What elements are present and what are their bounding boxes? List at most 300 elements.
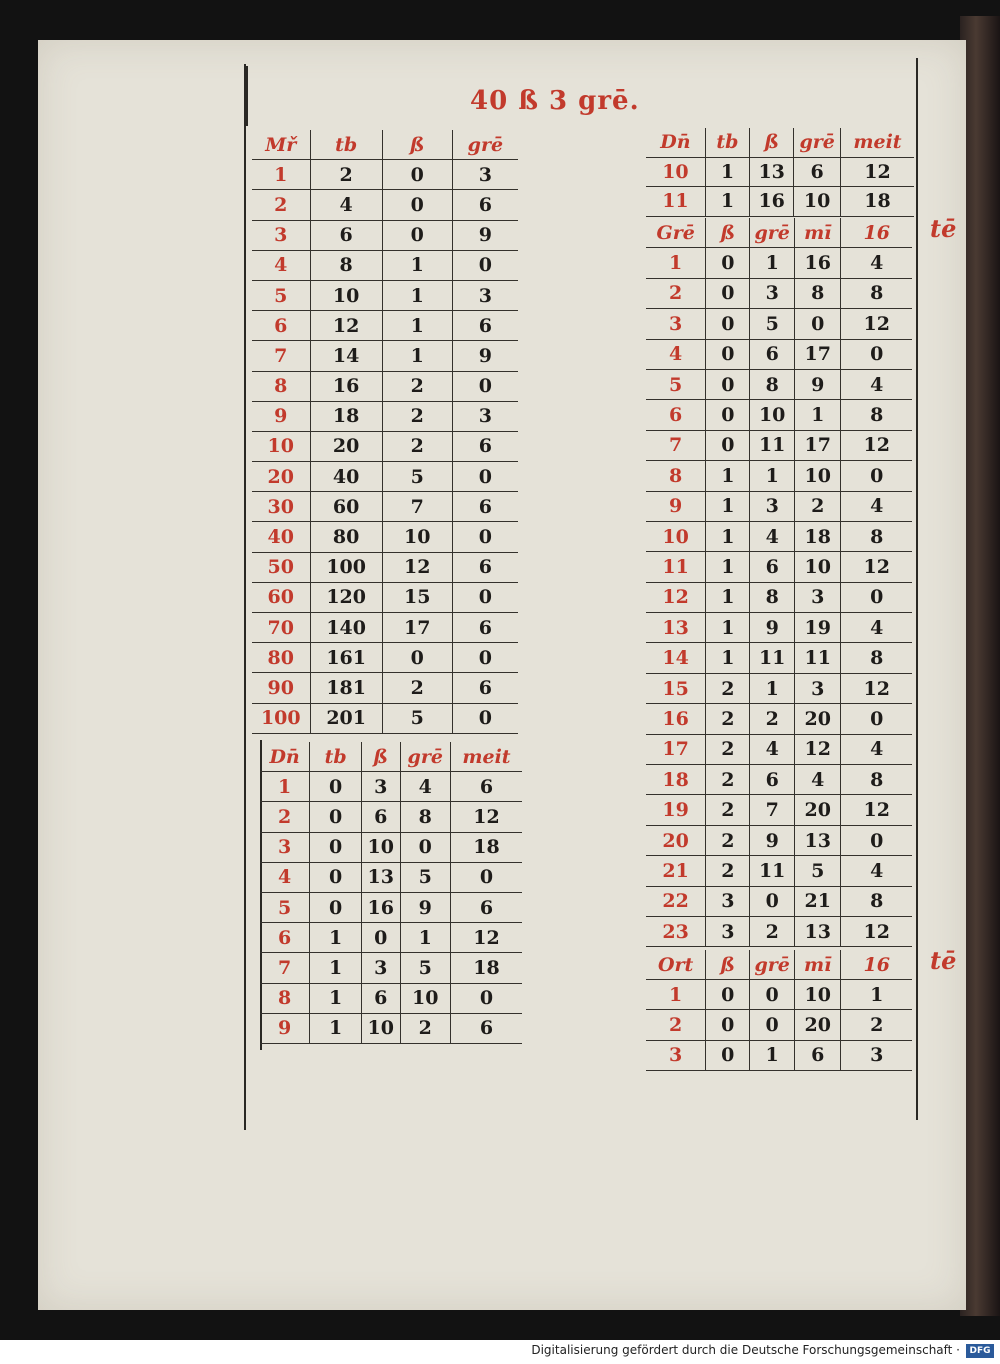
table-cell: 6	[452, 613, 518, 643]
table-row	[252, 703, 518, 733]
table-cell: 0	[706, 309, 750, 339]
table-cell: 3	[452, 401, 518, 431]
table-row	[646, 187, 914, 217]
table-cell: 11	[646, 187, 705, 217]
table-cell: 3	[795, 582, 841, 612]
table-cell: 14	[310, 341, 382, 371]
table-cell: 8	[750, 369, 795, 399]
table-cell: 3	[795, 673, 841, 703]
header-cell: meit	[840, 128, 914, 157]
header-cell: meit	[450, 742, 522, 772]
table-cell: 1	[750, 673, 795, 703]
header-cell: grē	[750, 950, 795, 980]
table-pounds	[252, 130, 518, 734]
table-cell: 8	[795, 278, 841, 308]
table-cell: 18	[646, 765, 706, 795]
table-cell: 12	[841, 916, 912, 946]
table-cell: 12	[841, 552, 912, 582]
table-cell: 40	[252, 522, 310, 552]
table-cell: 0	[452, 703, 518, 733]
table-cell: 21	[646, 856, 706, 886]
table-row	[252, 582, 518, 612]
header-cell: mī	[795, 218, 841, 248]
table-cell: 2	[706, 795, 750, 825]
table-cell: 1	[646, 980, 706, 1010]
table-cell: 0	[706, 339, 750, 369]
header-cell: ß	[750, 128, 794, 157]
table-cell: 2	[382, 673, 452, 703]
table-cell: 1	[795, 400, 841, 430]
table-cell: 2	[646, 278, 706, 308]
table-row	[646, 309, 912, 339]
table-cell: 20	[310, 431, 382, 461]
table-cell: 11	[750, 643, 795, 673]
table-cell: 20	[795, 1010, 841, 1040]
table-row	[646, 734, 912, 764]
table-cell: 1	[382, 280, 452, 310]
table-cell: 1	[310, 923, 362, 953]
table-cell: 12	[382, 552, 452, 582]
header-cell: grē	[794, 128, 841, 157]
table-cell: 1	[706, 521, 750, 551]
table-cell: 1	[706, 613, 750, 643]
table-cell: 10	[382, 522, 452, 552]
table-cell: 6	[452, 552, 518, 582]
table-cell: 4	[750, 734, 795, 764]
table-cell: 1	[705, 157, 749, 187]
table-cell: 9	[252, 401, 310, 431]
table-cell: 5	[382, 703, 452, 733]
table-cell: 6	[646, 400, 706, 430]
table-cell: 0	[452, 250, 518, 280]
table-row	[646, 613, 912, 643]
table-cell: 10	[400, 983, 450, 1013]
table-cell: 0	[841, 704, 912, 734]
table-row	[252, 250, 518, 280]
table-cell: 6	[750, 765, 795, 795]
table-cell: 20	[795, 704, 841, 734]
header-row	[646, 950, 912, 980]
table-ort	[646, 950, 912, 1071]
table-row	[646, 552, 912, 582]
table-cell: 7	[646, 430, 706, 460]
table-cell: 2	[706, 765, 750, 795]
table-cell: 0	[750, 886, 795, 916]
table-cell: 6	[794, 157, 841, 187]
table-cell: 0	[382, 220, 452, 250]
table-cell: 4	[252, 250, 310, 280]
table-cell: 13	[646, 613, 706, 643]
right-rule	[916, 58, 918, 1120]
header-cell: Mř	[252, 130, 310, 160]
table-cell: 4	[841, 491, 912, 521]
table-cell: 8	[252, 371, 310, 401]
table-row	[260, 923, 522, 953]
table-cell: 2	[706, 704, 750, 734]
table-row	[252, 492, 518, 522]
table-cell: 181	[310, 673, 382, 703]
table-cell: 9	[452, 341, 518, 371]
table-cell: 16	[362, 892, 401, 922]
table-cell: 3	[706, 916, 750, 946]
table-cell: 1	[382, 311, 452, 341]
table-groschen	[646, 218, 912, 947]
table-cell: 12	[840, 157, 914, 187]
table-cell: 3	[646, 309, 706, 339]
table-cell: 10	[750, 400, 795, 430]
table-row	[260, 832, 522, 862]
header-cell: Dn̄	[646, 128, 705, 157]
table-cell: 3	[452, 280, 518, 310]
table-row	[646, 1040, 912, 1070]
table-row	[646, 856, 912, 886]
table-cell: 19	[646, 795, 706, 825]
table-cell: 5	[795, 856, 841, 886]
top-rule	[246, 66, 248, 126]
table-cell: 9	[750, 825, 795, 855]
table-cell: 1	[310, 983, 362, 1013]
table-row	[646, 825, 912, 855]
table-cell: 4	[750, 521, 795, 551]
table-cell: 12	[841, 673, 912, 703]
table-row	[646, 643, 912, 673]
table-cell: 0	[382, 643, 452, 673]
table-cell: 2	[382, 431, 452, 461]
table-cell: 2	[706, 673, 750, 703]
table-cell: 0	[706, 369, 750, 399]
table-cell: 17	[646, 734, 706, 764]
table-cell: 6	[750, 552, 795, 582]
table-cell: 13	[795, 916, 841, 946]
table-row	[646, 157, 914, 187]
table-cell: 0	[450, 862, 522, 892]
table-cell: 3	[750, 491, 795, 521]
table-cell: 11	[646, 552, 706, 582]
table-cell: 9	[750, 613, 795, 643]
table-cell: 16	[750, 187, 794, 217]
header-cell: tb	[705, 128, 749, 157]
table-row	[260, 983, 522, 1013]
table-cell: 10	[646, 157, 705, 187]
table-cell: 0	[452, 522, 518, 552]
table-cell: 4	[841, 248, 912, 278]
table-cell: 6	[452, 431, 518, 461]
table-cell: 18	[840, 187, 914, 217]
table-cell: 50	[252, 552, 310, 582]
table-cell: 0	[706, 430, 750, 460]
table-cell: 6	[450, 772, 522, 802]
table-cell: 161	[310, 643, 382, 673]
table-cell: 0	[452, 643, 518, 673]
table-cell: 1	[706, 461, 750, 491]
table-row	[252, 431, 518, 461]
table-cell: 70	[252, 613, 310, 643]
table-cell: 10	[795, 552, 841, 582]
table-cell: 6	[452, 190, 518, 220]
table-cell: 4	[841, 734, 912, 764]
table-row	[252, 643, 518, 673]
table-row	[260, 802, 522, 832]
table-row	[646, 795, 912, 825]
table-row	[252, 613, 518, 643]
table-cell: 6	[452, 673, 518, 703]
table-cell: 20	[252, 462, 310, 492]
table-cell: 8	[841, 765, 912, 795]
table-cell: 3	[646, 1040, 706, 1070]
table-row	[252, 220, 518, 250]
table-cell: 0	[310, 892, 362, 922]
table-cell: 13	[795, 825, 841, 855]
header-cell: ß	[706, 218, 750, 248]
table-cell: 16	[646, 704, 706, 734]
table-cell: 3	[750, 278, 795, 308]
table-row	[646, 278, 912, 308]
table-row	[252, 522, 518, 552]
table-row	[646, 400, 912, 430]
table-cell: 0	[382, 160, 452, 190]
table-cell: 12	[795, 734, 841, 764]
table-cell: 7	[252, 341, 310, 371]
table-cell: 10	[362, 832, 401, 862]
table-cell: 5	[252, 280, 310, 310]
table-cell: 12	[841, 309, 912, 339]
table-row	[252, 311, 518, 341]
table-cell: 0	[706, 248, 750, 278]
header-row	[646, 218, 912, 248]
table-cell: 2	[382, 401, 452, 431]
table-cell: 1	[750, 248, 795, 278]
table-cell: 10	[310, 280, 382, 310]
table-cell: 2	[841, 1010, 912, 1040]
table-cell: 13	[750, 157, 794, 187]
table-row	[646, 491, 912, 521]
table-row	[252, 160, 518, 190]
table-cell: 21	[795, 886, 841, 916]
table-cell: 100	[310, 552, 382, 582]
table-pfennig-left	[260, 742, 522, 1044]
table-row	[646, 916, 912, 946]
table-cell: 1	[260, 772, 310, 802]
header-cell: grē	[452, 130, 518, 160]
table-cell: 0	[382, 190, 452, 220]
table-row	[252, 190, 518, 220]
table-cell: 19	[795, 613, 841, 643]
table-cell: 11	[750, 856, 795, 886]
table-cell: 2	[706, 734, 750, 764]
table-cell: 2	[310, 160, 382, 190]
table-cell: 8	[841, 400, 912, 430]
table-cell: 5	[646, 369, 706, 399]
table-cell: 4	[310, 190, 382, 220]
table-cell: 6	[310, 220, 382, 250]
table-cell: 1	[382, 250, 452, 280]
table-cell: 16	[795, 248, 841, 278]
table-cell: 20	[795, 795, 841, 825]
table-cell: 2	[400, 1013, 450, 1043]
table-cell: 9	[452, 220, 518, 250]
table-cell: 3	[260, 832, 310, 862]
table-cell: 12	[450, 923, 522, 953]
table-cell: 2	[252, 190, 310, 220]
table-cell: 8	[400, 802, 450, 832]
table-cell: 3	[706, 886, 750, 916]
table-cell: 5	[382, 462, 452, 492]
table-cell: 6	[450, 1013, 522, 1043]
table-cell: 5	[400, 862, 450, 892]
margin-note-2: tē	[930, 946, 957, 975]
table-cell: 0	[310, 802, 362, 832]
table-cell: 0	[750, 980, 795, 1010]
table-cell: 3	[252, 220, 310, 250]
table-pfennig-right	[646, 128, 914, 217]
table-cell: 8	[750, 582, 795, 612]
header-cell: 16	[841, 218, 912, 248]
table-row	[252, 462, 518, 492]
table-cell: 10	[795, 980, 841, 1010]
header-cell: mī	[795, 950, 841, 980]
table-cell: 15	[382, 582, 452, 612]
table-cell: 80	[310, 522, 382, 552]
table-row	[252, 401, 518, 431]
header-cell: Ort	[646, 950, 706, 980]
footer-text: Digitalisierung gefördert durch die Deutsche Forschungsgemeinschaft ·	[531, 1343, 960, 1357]
table-cell: 2	[646, 1010, 706, 1040]
table-cell: 2	[706, 825, 750, 855]
table-row	[646, 704, 912, 734]
table-cell: 0	[841, 461, 912, 491]
table-cell: 1	[706, 491, 750, 521]
table-cell: 90	[252, 673, 310, 703]
table-cell: 0	[706, 980, 750, 1010]
table-row	[646, 1010, 912, 1040]
table-cell: 1	[750, 461, 795, 491]
table-cell: 8	[841, 521, 912, 551]
table-cell: 8	[260, 983, 310, 1013]
table-cell: 0	[310, 862, 362, 892]
table-cell: 6	[450, 892, 522, 922]
header-cell: grē	[750, 218, 795, 248]
table-cell: 201	[310, 703, 382, 733]
table-cell: 5	[260, 892, 310, 922]
table-cell: 15	[646, 673, 706, 703]
header-row	[252, 130, 518, 160]
page-title: 40 ß 3 grē.	[470, 86, 640, 116]
table-row	[252, 341, 518, 371]
table-cell: 6	[252, 311, 310, 341]
table-cell: 7	[260, 953, 310, 983]
table-cell: 0	[310, 772, 362, 802]
table-row	[646, 339, 912, 369]
table-row	[252, 371, 518, 401]
table-cell: 0	[706, 400, 750, 430]
table-cell: 0	[452, 371, 518, 401]
table-cell: 17	[795, 339, 841, 369]
table-cell: 60	[252, 582, 310, 612]
table-cell: 0	[452, 462, 518, 492]
header-cell: ß	[362, 742, 401, 772]
table-cell: 9	[400, 892, 450, 922]
table-row	[252, 280, 518, 310]
header-cell: Grē	[646, 218, 706, 248]
table-cell: 0	[841, 339, 912, 369]
table-cell: 10	[794, 187, 841, 217]
table-cell: 14	[646, 643, 706, 673]
table-cell: 8	[646, 461, 706, 491]
table-cell: 0	[362, 923, 401, 953]
table-cell: 18	[450, 953, 522, 983]
table-cell: 18	[795, 521, 841, 551]
table-cell: 2	[750, 916, 795, 946]
table-cell: 1	[382, 341, 452, 371]
table-cell: 1	[841, 980, 912, 1010]
table-cell: 6	[260, 923, 310, 953]
table-cell: 1	[706, 582, 750, 612]
table-row	[646, 461, 912, 491]
table-cell: 10	[252, 431, 310, 461]
table-row	[646, 765, 912, 795]
table-row	[646, 886, 912, 916]
table-cell: 1	[646, 248, 706, 278]
table-row	[252, 552, 518, 582]
table-cell: 0	[841, 582, 912, 612]
table-cell: 1	[252, 160, 310, 190]
table-cell: 30	[252, 492, 310, 522]
table-cell: 8	[841, 643, 912, 673]
header-row	[646, 128, 914, 157]
table-cell: 23	[646, 916, 706, 946]
table-cell: 2	[260, 802, 310, 832]
table-cell: 10	[795, 461, 841, 491]
table-row	[252, 673, 518, 703]
table-cell: 4	[841, 856, 912, 886]
table-cell: 8	[841, 278, 912, 308]
table-cell: 2	[382, 371, 452, 401]
table-row	[260, 892, 522, 922]
table-cell: 6	[750, 339, 795, 369]
table-cell: 4	[646, 339, 706, 369]
table-cell: 12	[310, 311, 382, 341]
table-cell: 6	[362, 983, 401, 1013]
table-cell: 2	[750, 704, 795, 734]
table-cell: 17	[795, 430, 841, 460]
table-row	[646, 430, 912, 460]
table-cell: 6	[795, 1040, 841, 1070]
header-cell: ß	[706, 950, 750, 980]
table-row	[260, 953, 522, 983]
table-cell: 100	[252, 703, 310, 733]
table-cell: 22	[646, 886, 706, 916]
table-cell: 1	[310, 1013, 362, 1043]
table-cell: 18	[310, 401, 382, 431]
table-cell: 3	[841, 1040, 912, 1070]
table-cell: 140	[310, 613, 382, 643]
table-cell: 3	[452, 160, 518, 190]
table-row	[646, 521, 912, 551]
table-cell: 80	[252, 643, 310, 673]
table-cell: 0	[706, 1010, 750, 1040]
table-cell: 0	[450, 983, 522, 1013]
table-cell: 1	[310, 953, 362, 983]
table-cell: 4	[400, 772, 450, 802]
table-cell: 1	[706, 552, 750, 582]
table-cell: 3	[362, 953, 401, 983]
dfg-logo: DFG	[966, 1344, 994, 1358]
table-cell: 8	[841, 886, 912, 916]
table-cell: 0	[750, 1010, 795, 1040]
table-cell: 0	[706, 1040, 750, 1070]
table-cell: 120	[310, 582, 382, 612]
table-row	[646, 369, 912, 399]
